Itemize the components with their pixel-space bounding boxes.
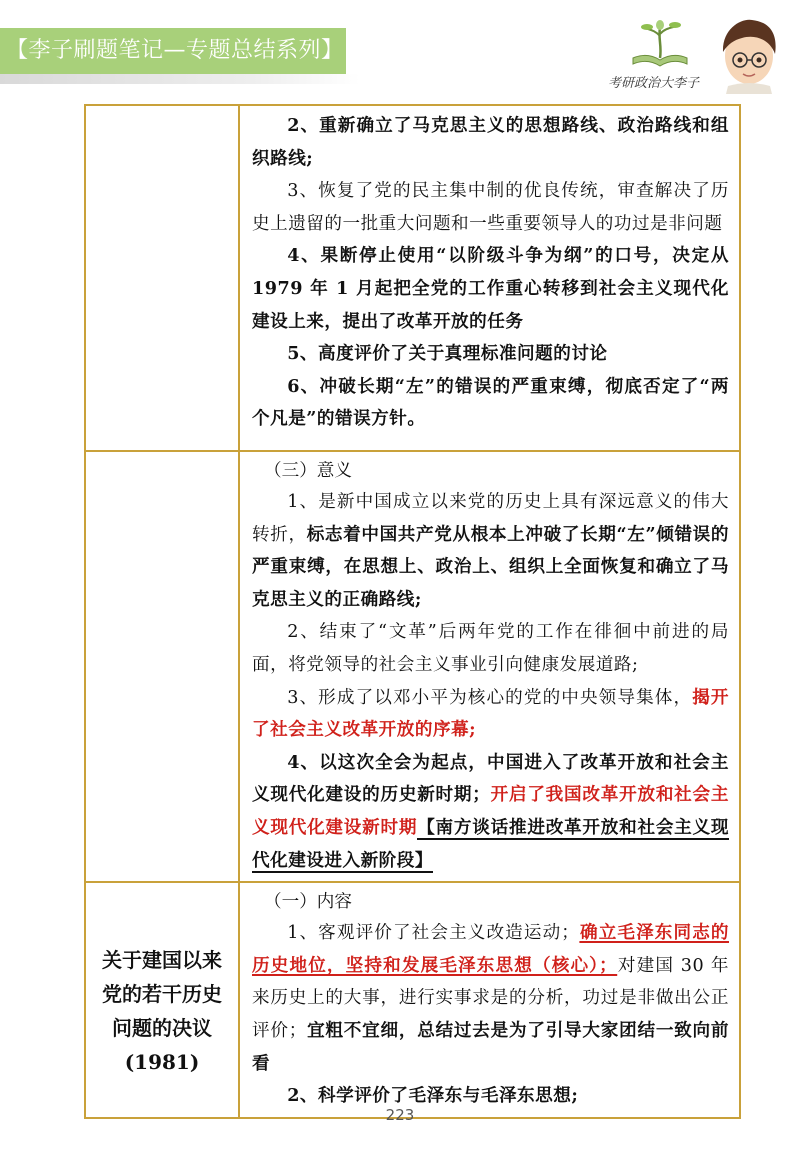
resolution-title: 关于建国以来党的若干历史问题的决议(1981) [102,948,222,1075]
table-row [85,105,740,451]
brand-text: 考研政治大李子 [608,76,700,91]
significance-item-3-text: 3、形成了以邓小平为核心的党的中央领导集体， [287,687,693,708]
significance-item-2: 2、结束了“文革”后两年党的工作在徘徊中前进的局面，将党领导的社会主义事业引向健康发展道路; [252,622,729,675]
banner-shadow [0,74,360,84]
row-label-cell-empty [85,105,239,451]
significance-item-4-note: 【南方谈话推进改革开放和社会主义现代化建设进入新阶段】 [252,816,729,871]
content-item-6: 6、冲破长期“左”的错误的严重束缚，彻底否定了“两个凡是”的错误方针。 [252,375,729,430]
section-heading-content: （一）内容 [264,892,352,913]
series-banner [0,28,346,74]
section-heading-significance: （三）意义 [264,461,352,481]
page-number: 223 [385,1106,415,1124]
resolution-item-1-tail: 对建国 30 年来历史上的大事，进行实事求是的分析，功过是非做出公正评价； [252,955,729,1041]
significance-item-3-highlight: 揭开了社会主义改革开放的序幕; [252,686,729,741]
resolution-item-1-bold: 宜粗不宜细，总结过去是为了引导大家团结一致向前看 [252,1019,729,1074]
resolution-item-1-highlight: 确立毛泽东同志的历史地位，坚持和发展毛泽东思想（核心）； [252,922,729,976]
significance-item-1-bold: 标志着中国共产党从根本上冲破了长期“左”倾错误的严重束缚，在思想上、政治上、组织上全面恢复和确立了马克思主义的正确路线; [252,523,729,610]
content-item-2: 2、重新确立了马克思主义的思想路线、政治路线和组织路线; [252,115,729,169]
significance-cell [239,451,740,882]
summary-table [84,104,741,1119]
row-label-cell [85,882,239,1118]
row-label-cell-empty [85,451,239,882]
significance-item-3 [252,682,729,747]
content-item-5: 5、高度评价了关于真理标准问题的讨论 [287,343,608,365]
table-row [85,882,740,1118]
resolution-item-1 [252,917,729,1080]
content-cell [239,105,740,451]
resolution-content-cell [239,882,740,1118]
resolution-item-2: 2、科学评价了毛泽东与毛泽东思想; [287,1085,579,1107]
resolution-item-1-text: 1、客观评价了社会主义改造运动； [287,923,580,944]
content-item-3: 3、恢复了党的民主集中制的优良传统，审查解决了历史上遗留的一批重大问题和一些重要领导人的功过是非问题 [252,181,729,234]
significance-item-4-bold: 4、以这次全会为起点，中国进入了改革开放和社会主义现代化建设的历史新时期； [252,751,729,806]
significance-item-1 [252,486,729,616]
significance-item-1-text: 1、是新中国成立以来党的历史上具有深远意义的伟大转折， [252,492,729,545]
significance-item-4-highlight: 开启了我国改革开放和社会主义现代化建设新时期 [252,784,729,838]
avatar [712,14,786,94]
banner-text: 【李子刷题笔记—专题总结系列】 [6,38,344,63]
book-tree-logo-icon [625,18,695,68]
content-item-4: 4、果断停止使用“以阶级斗争为纲”的口号，决定从 1979 年 1 月起把全党的工作重心转移到社会主义现代化建设上来，提出了改革开放的任务 [252,245,729,332]
significance-item-4 [252,747,729,877]
table-row [85,451,740,882]
